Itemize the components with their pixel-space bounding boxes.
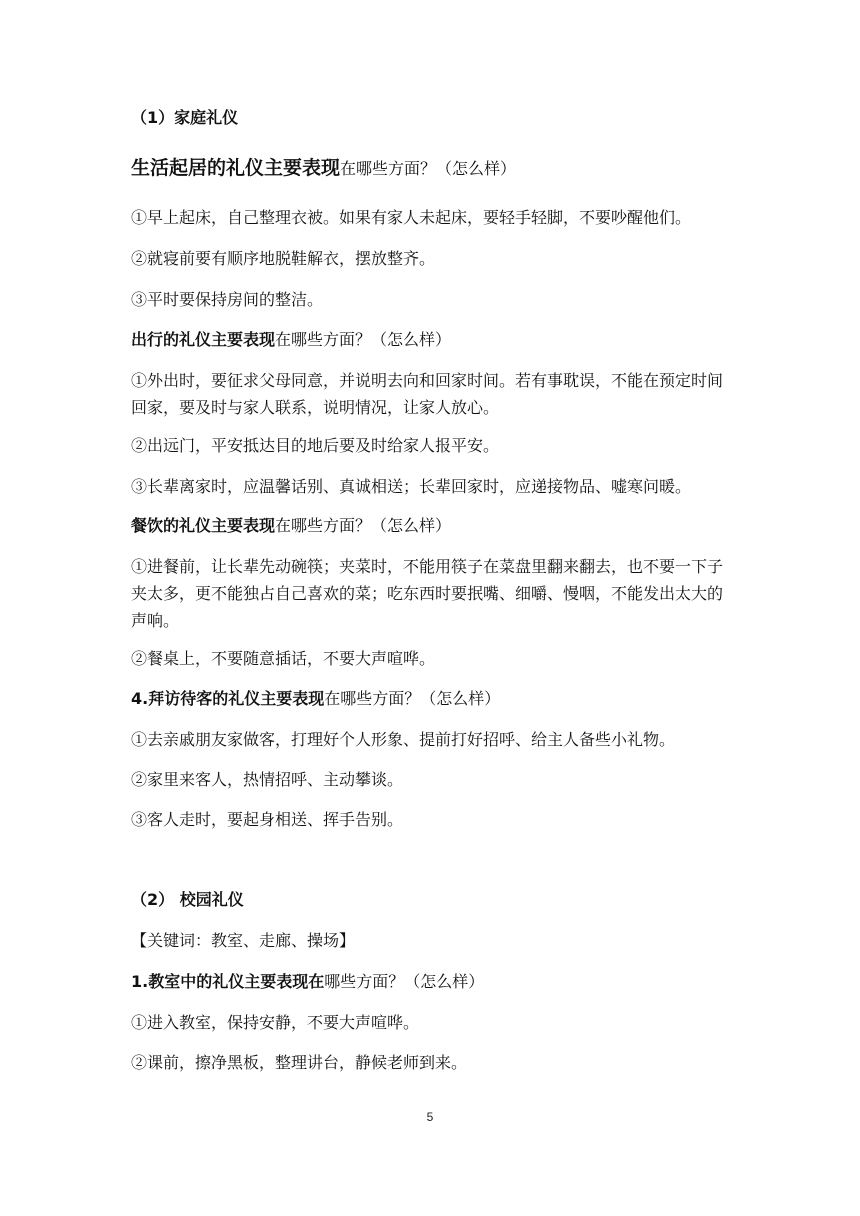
list-item: ①早上起床，自己整理衣被。如果有家人未起床，要轻手轻脚，不要吵醒他们。 (131, 208, 692, 227)
section-heading-school: （2） 校园礼仪 (131, 890, 244, 909)
question-normal-part: 哪些方面？（怎么样） (324, 972, 485, 991)
page-number: 5 (426, 1110, 434, 1124)
list-item: ②就寝前要有顺序地脱鞋解衣，摆放整齐。 (131, 249, 436, 268)
list-item: ③平时要保持房间的整洁。 (131, 290, 324, 309)
list-item: ②出远门，平安抵达目的地后要及时给家人报平安。 (131, 436, 500, 455)
question-bold-part: 餐饮的礼仪主要表现 (131, 516, 276, 535)
list-item: ①去亲戚朋友家做客，打理好个人形象、提前打好招呼、给主人备些小礼物。 (131, 730, 676, 749)
list-item: ①进餐前，让长辈先动碗筷；夹菜时，不能用筷子在菜盘里翻来翻去，也不要一下子夹太多，更不能独占自己喜欢的菜；吃东西时要抿嘴、细嚼、慢咽，不能发出太大的声响。 (131, 557, 724, 630)
question-travel (131, 327, 732, 353)
list-item: ②餐桌上，不要随意插话，不要大声喧哗。 (131, 649, 436, 668)
section-heading-family: （1）家庭礼仪 (131, 108, 239, 127)
question-normal-part: 在哪些方面？（怎么样） (275, 516, 452, 535)
question-dining (131, 513, 732, 539)
list-item: ③长辈离家时，应温馨话别、真诚相送；长辈回家时，应递接物品、嘘寒问暖。 (131, 477, 692, 496)
question-daily-life (131, 155, 732, 182)
list-item: ③客人走时，要起身相送、挥手告别。 (131, 810, 404, 829)
question-bold-part: 1.教室中的礼仪主要表现在 (131, 972, 325, 991)
question-visiting (131, 686, 732, 712)
keywords-line: 【关键词：教室、走廊、操场】 (131, 931, 356, 950)
question-normal-part: 在哪些方面？（怎么样） (324, 689, 501, 708)
list-item: ①进入教室，保持安静，不要大声喧哗。 (131, 1013, 420, 1032)
question-classroom (131, 969, 732, 995)
question-bold-part: 出行的礼仪主要表现 (131, 330, 276, 349)
list-item: ②课前，擦净黑板，整理讲台，静候老师到来。 (131, 1053, 468, 1072)
question-normal-part: 在哪些方面？（怎么样） (340, 159, 517, 178)
question-bold-part: 生活起居的礼仪主要表现 (131, 157, 341, 179)
question-bold-part: 4.拜访待客的礼仪主要表现 (131, 689, 325, 708)
list-item: ①外出时，要征求父母同意，并说明去向和回家时间。若有事耽误，不能在预定时间回家，要及时与家人联系，说明情况，让家人放心。 (131, 371, 724, 417)
list-item: ②家里来客人，热情招呼、主动攀谈。 (131, 770, 404, 789)
question-normal-part: 在哪些方面？（怎么样） (275, 330, 452, 349)
